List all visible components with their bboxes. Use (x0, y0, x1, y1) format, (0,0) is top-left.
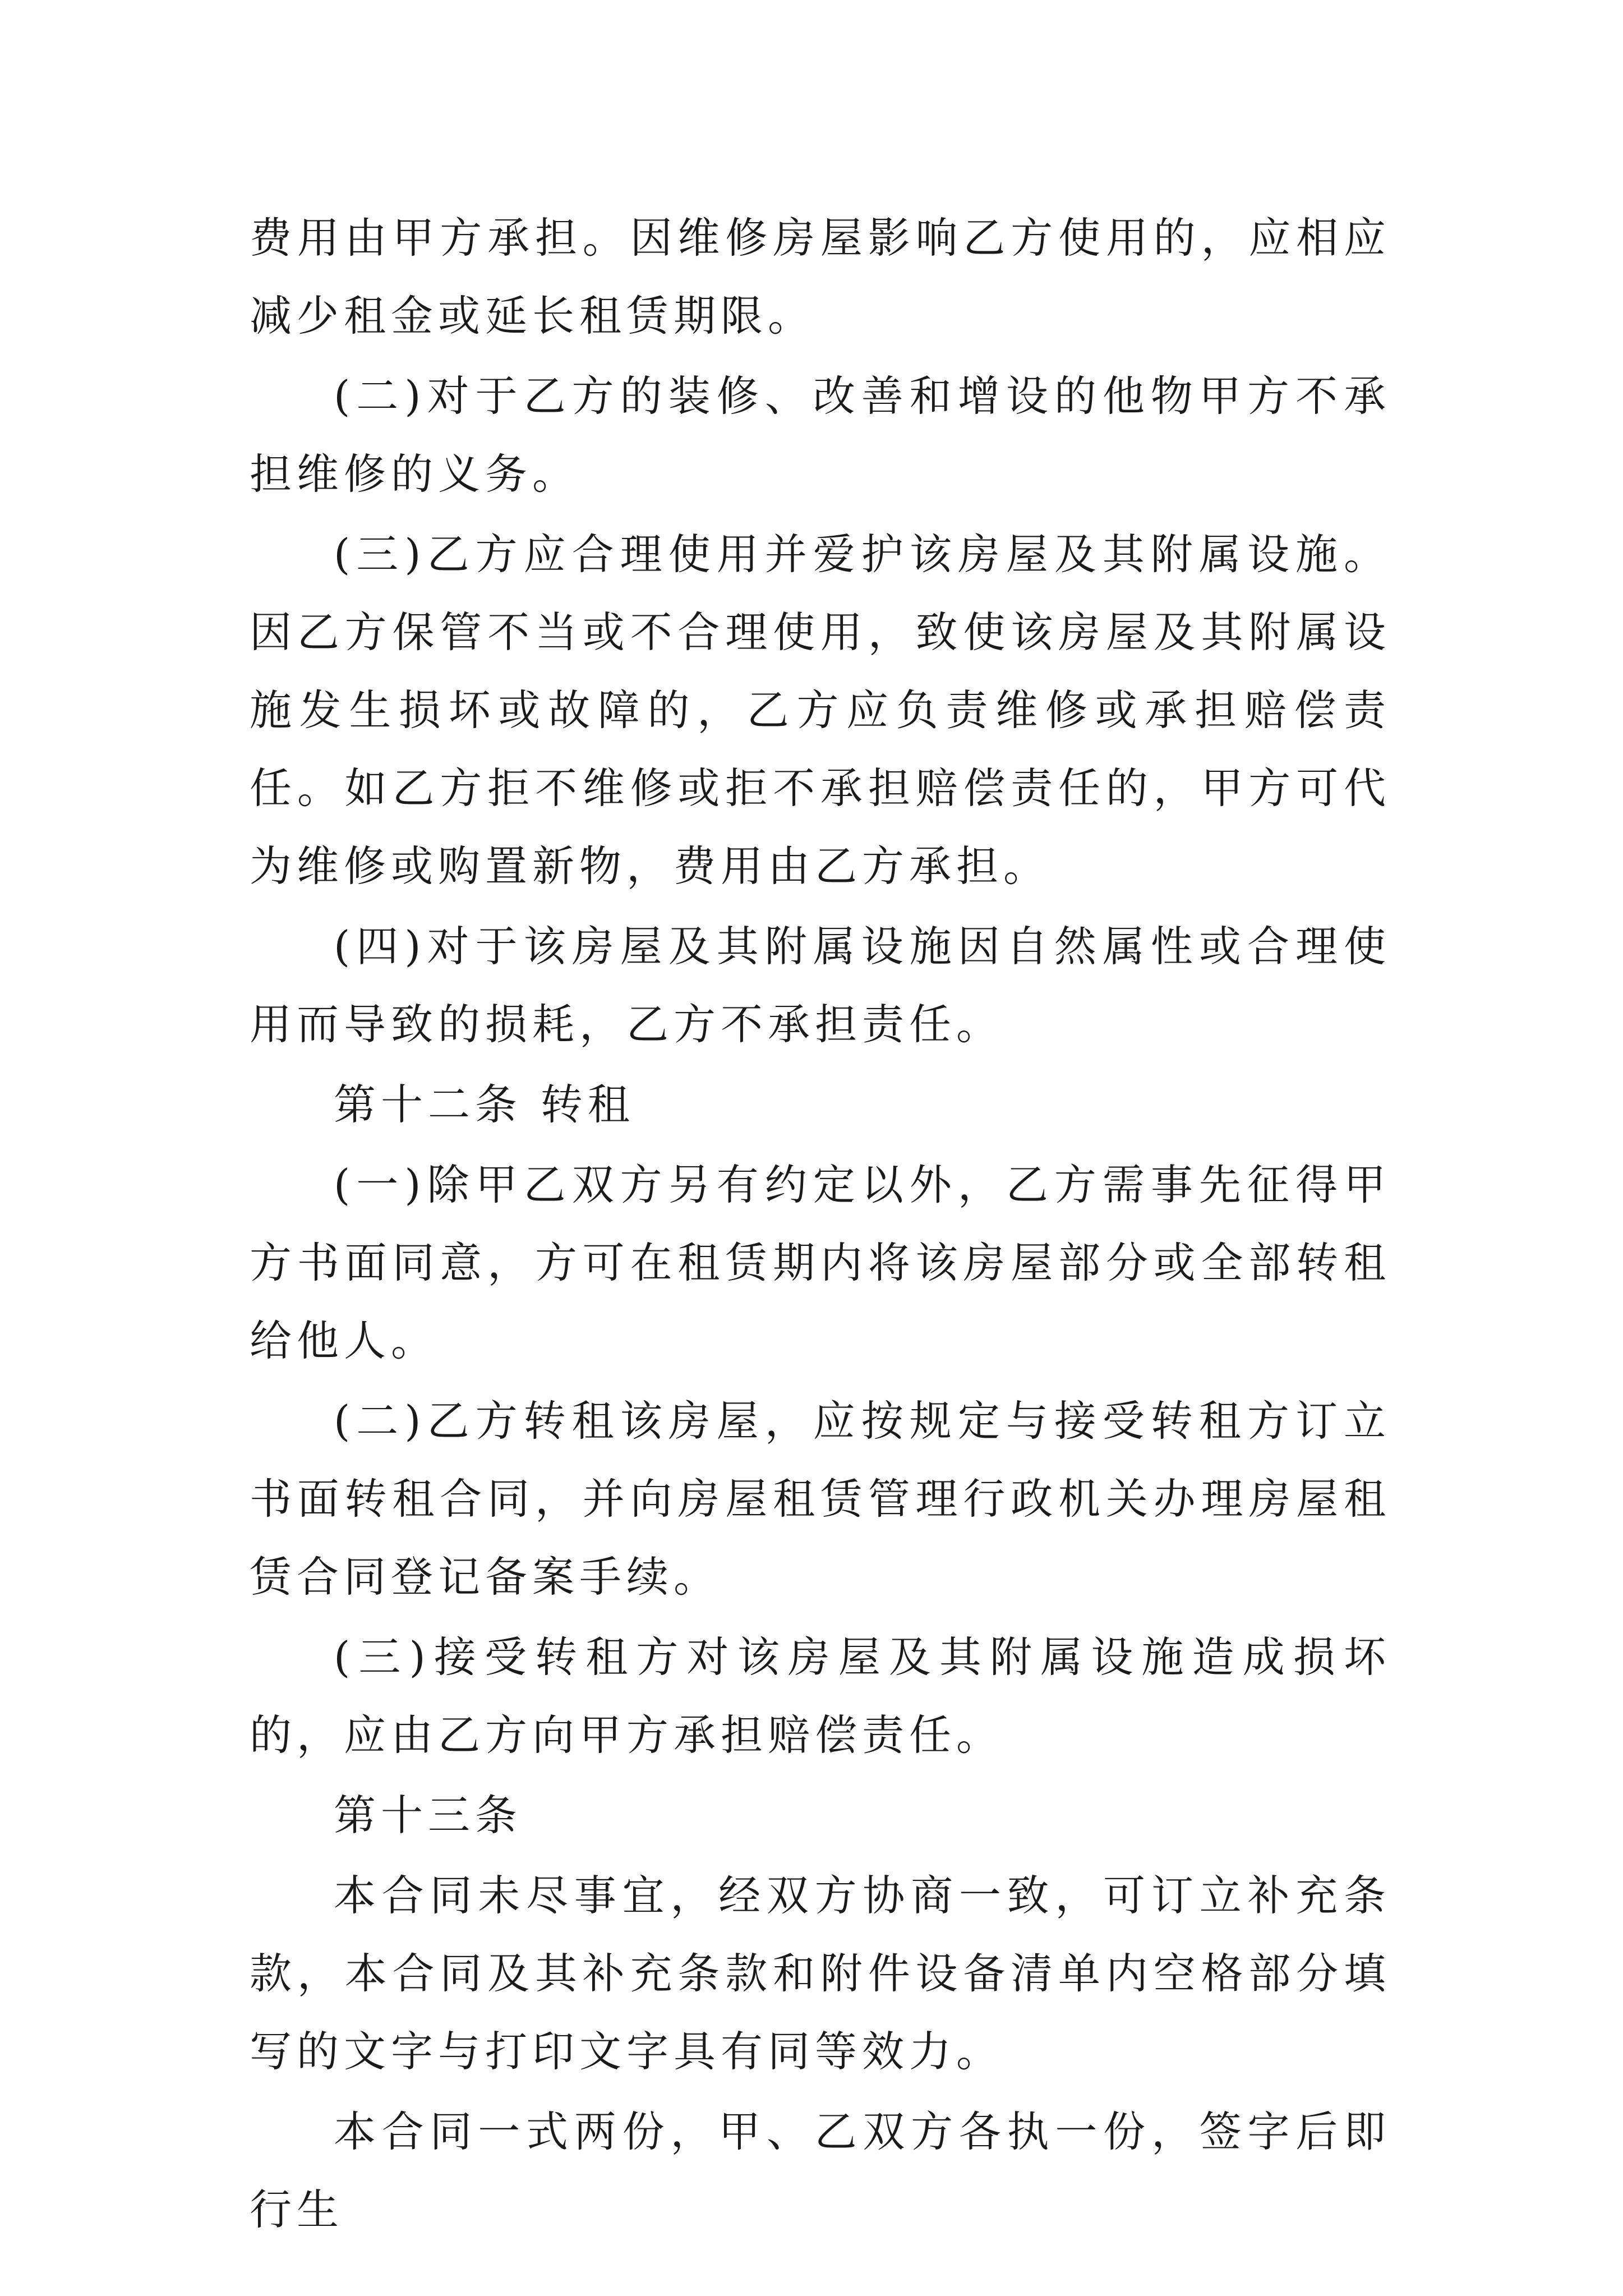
paragraph-copies: 本合同一式两份，甲、乙双方各执一份，签字后即行生 (250, 2107, 1391, 2234)
paragraph-clause-3: (三)乙方应合理使用并爱护该房屋及其附属设施。因乙方保管不当或不合理使用，致使该房屋及其附属设施发生损坏或故障的，乙方应负责维修或承担赔偿责任。如乙方拒不维修或拒不承担赔偿责任的，甲方可代为维修或购置新物，费用由乙方承担。 (250, 530, 1391, 891)
paragraph-clause-4: (四)对于该房屋及其附属设施因自然属性或合理使用而导致的损耗，乙方不承担责任。 (250, 922, 1391, 1049)
article-13-heading: 第十三条 (334, 1791, 523, 1840)
paragraph-sublet-3: (三)接受转租方对该房屋及其附属设施造成损坏的，应由乙方向甲方承担赔偿责任。 (250, 1632, 1391, 1760)
paragraph-supplement: 本合同未尽事宜，经双方协商一致，可订立补充条款，本合同及其补充条款和附件设备清单内空格部分填写的文字与打印文字具有同等效力。 (250, 1871, 1391, 2076)
paragraph-continuation: 费用由甲方承担。因维修房屋影响乙方使用的，应相应减少租金或延长租赁期限。 (250, 213, 1391, 341)
paragraph-sublet-2: (二)乙方转租该房屋，应按规定与接受转租方订立书面转租合同，并向房屋租赁管理行政机关办理房屋租赁合同登记备案手续。 (250, 1396, 1391, 1602)
contract-text (250, 199, 1391, 2251)
article-12-heading: 第十二条 转租 (334, 1080, 635, 1129)
paragraph-clause-2: (二)对于乙方的装修、改善和增设的他物甲方不承担维修的义务。 (250, 371, 1391, 499)
paragraph-sublet-1: (一)除甲乙双方另有约定以外，乙方需事先征得甲方书面同意，方可在租赁期内将该房屋部分或全部转租给他人。 (250, 1160, 1391, 1365)
